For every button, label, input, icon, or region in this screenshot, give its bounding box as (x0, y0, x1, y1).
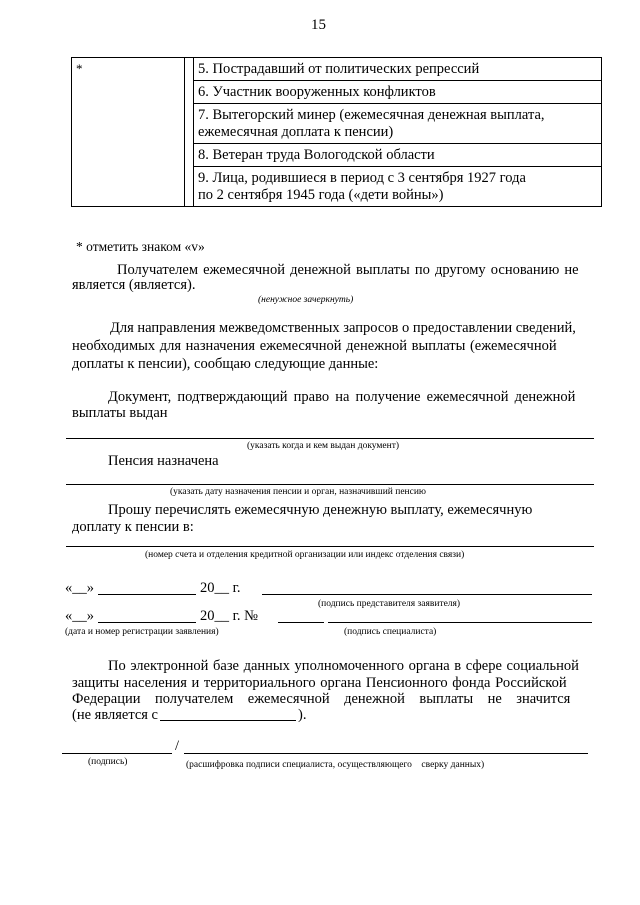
transfer-line-2: доплату к пенсии в: (72, 519, 194, 535)
database-line-3: Федерации получателем ежемесячной денежной выплаты не значится (72, 691, 571, 707)
database-line-4-end: ). (298, 707, 307, 723)
table-row (72, 58, 602, 81)
category-5: 5. Пострадавший от политических репрессий (194, 58, 602, 81)
category-9: 9. Лица, родившиеся в период с 3 сентября 1927 года по 2 сентября 1945 года («дети войны») (194, 167, 602, 207)
pension-field[interactable] (66, 484, 594, 485)
document-hint: (указать когда и кем выдан документ) (247, 441, 400, 451)
document-line-1: Документ, подтверждающий право на получение ежемесячной денежной (108, 389, 576, 405)
strike-hint: (ненужное зачеркнуть) (258, 295, 354, 305)
registration-hint: (дата и номер регистрации заявления) (65, 627, 219, 637)
transfer-hint: (номер счета и отделения кредитной организации или индекс отделения связи) (145, 550, 465, 560)
intro-line-1: Для направления межведомственных запросов о предоставлении сведений, (110, 320, 576, 336)
recipient-line-2: является (является). (72, 277, 196, 293)
separator-cell (185, 58, 194, 207)
year-label-1: 20__ г. (200, 580, 241, 596)
signature-hint: (подпись) (88, 757, 128, 767)
mark-note: * отметить знаком «v» (76, 239, 205, 254)
database-line-4-start: (не является с (72, 707, 158, 723)
representative-hint: (подпись представителя заявителя) (318, 599, 461, 609)
date-quote-2: «__» (65, 608, 94, 624)
date-field-2[interactable] (98, 622, 196, 623)
slash-separator: / (175, 738, 180, 754)
specialist-signature-field[interactable] (328, 622, 592, 623)
database-line-1: По электронной базе данных уполномоченного органа в сфере социальной (108, 658, 579, 674)
document-field[interactable] (66, 438, 594, 439)
page-number: 15 (311, 17, 326, 33)
pension-label: Пенсия назначена (108, 453, 219, 469)
database-line-2: защиты населения и территориального органа Пенсионного фонда Российской (72, 675, 567, 691)
date-quote-1: «__» (65, 580, 94, 596)
category-table (71, 57, 602, 207)
intro-line-2: необходимых для назначения ежемесячной денежной выплаты (ежемесячной (72, 338, 557, 354)
signature-decoding-hint: (расшифровка подписи специалиста, осуществляющего сверку данных) (186, 760, 485, 770)
document-line-2: выплаты выдан (72, 405, 168, 421)
transfer-field[interactable] (66, 546, 594, 547)
year-label-2: 20__ г. № (200, 608, 259, 624)
transfer-line-1: Прошу перечислять ежемесячную денежную выплату, ежемесячную (108, 502, 533, 518)
category-7: 7. Вытегорский минер (ежемесячная денежная выплата, ежемесячная доплата к пенсии) (194, 104, 602, 144)
recipient-line-1: Получателем ежемесячной денежной выплаты по другому основанию не (117, 262, 579, 278)
category-8: 8. Ветеран труда Вологодской области (194, 144, 602, 167)
category-6: 6. Участник вооруженных конфликтов (194, 81, 602, 104)
signature-decoding-field[interactable] (184, 753, 588, 754)
not-recipient-date-field[interactable] (160, 720, 296, 721)
specialist-hint: (подпись специалиста) (344, 627, 437, 637)
checkbox-cell[interactable]: * (72, 58, 185, 207)
pension-hint: (указать дату назначения пенсии и орган, назначивший пенсию (170, 487, 427, 497)
signature-field[interactable] (62, 753, 172, 754)
representative-signature-field[interactable] (262, 594, 592, 595)
registration-number-field[interactable] (278, 622, 324, 623)
intro-line-3: доплаты к пенсии), сообщаю следующие данные: (72, 356, 379, 372)
date-field-1[interactable] (98, 594, 196, 595)
